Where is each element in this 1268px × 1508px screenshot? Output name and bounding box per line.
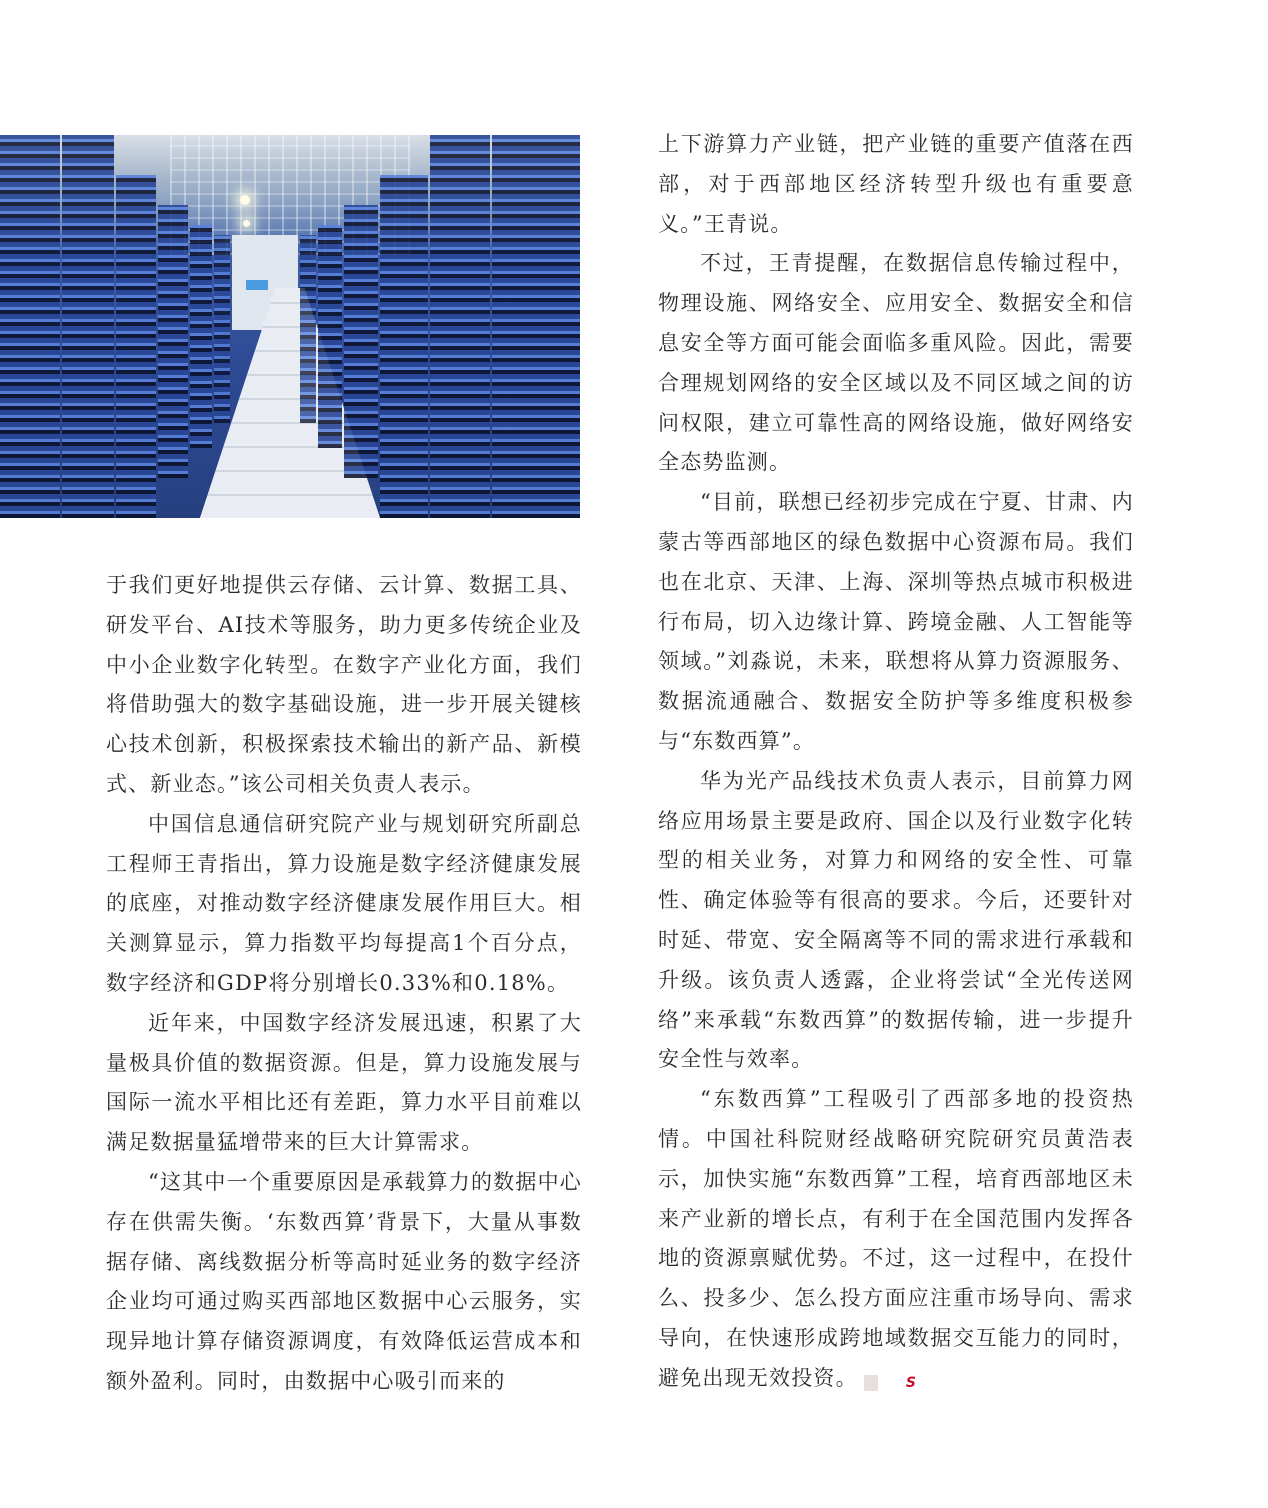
- server-rack: [190, 225, 212, 448]
- data-center-photo: [0, 135, 580, 518]
- photo-ceiling-light: [240, 195, 250, 205]
- photo-exit-sign: [246, 280, 268, 290]
- paragraph: 上下游算力产业链，把产业链的重要产值落在西部，对于西部地区经济转型升级也有重要意义。”王青说。: [658, 132, 1134, 236]
- server-rack: [492, 135, 580, 518]
- left-text-column: [106, 566, 582, 1402]
- server-rack: [214, 235, 230, 423]
- paragraph: “这其中一个重要原因是承载算力的数据中心存在供需失衡。‘东数西算’背景下，大量从事数据存储、离线数据分析等高时延业务的数字经济企业均可通过购买西部地区数据中心云服务，实现异地计算存储资源调度，有效降低运营成本和额外盈利。同时，由数据中心吸引而来的: [106, 1169, 582, 1393]
- right-text-column: [658, 125, 1134, 1399]
- paragraph: “目前，联想已经初步完成在宁夏、甘肃、内蒙古等西部地区的绿色数据中心资源布局。我们也在北京、天津、上海、深圳等热点城市积极进行布局，切入边缘计算、跨境金融、人工智能等领域。”刘淼说，未来，联想将从算力资源服务、数据流通融合、数据安全防护等多维度积极参与“东数西算”。: [658, 490, 1134, 753]
- paragraph: 不过，王青提醒，在数据信息传输过程中，物理设施、网络安全、应用安全、数据安全和信息安全等方面可能会面临多重风险。因此，需要合理规划网络的安全区域以及不同区域之间的访问权限，建立可靠性高的网络设施，做好网络安全态势监测。: [658, 251, 1134, 475]
- paragraph: 近年来，中国数字经济发展迅速，积累了大量极具价值的数据资源。但是，算力设施发展与国际一流水平相比还有差距，算力水平目前难以满足数据量猛增带来的巨大计算需求。: [106, 1010, 582, 1155]
- server-rack: [158, 205, 188, 478]
- server-rack: [116, 175, 156, 518]
- paragraph: 华为光产品线技术负责人表示，目前算力网络应用场景主要是政府、国企以及行业数字化转型的相关业务，对算力和网络的安全性、可靠性、确定体验等有很高的要求。今后，还要针对时延、带宽、安全隔离等不同的需求进行承载和升级。该负责人透露，企业将尝试“全光传送网络”来承载“东数西算”的数据传输，进一步提升安全性与效率。: [658, 768, 1134, 1072]
- server-rack: [62, 135, 114, 518]
- paragraph: 中国信息通信研究院产业与规划研究所副总工程师王青指出，算力设施是数字经济健康发展的底座，对推动数字经济健康发展作用巨大。相关测算显示，算力指数平均每提高1个百分点，数字经济和GDP将分别增长0.33%和0.18%。: [106, 811, 582, 995]
- server-rack: [344, 205, 378, 478]
- last-paragraph: [658, 1080, 1134, 1398]
- server-rack: [380, 175, 428, 518]
- article-end-mark-icon: S: [864, 1375, 878, 1391]
- server-rack: [0, 135, 60, 518]
- server-rack: [300, 235, 316, 423]
- paragraph: 于我们更好地提供云存储、云计算、数据工具、研发平台、AI技术等服务，助力更多传统企业及中小企业数字化转型。在数字产业化方面，我们将借助强大的数字基础设施，进一步开展关键核心技术创新，积极探索技术输出的新产品、新模式、新业态。”该公司相关负责人表示。: [106, 573, 582, 796]
- photo-ceiling-light: [243, 220, 250, 227]
- server-rack: [430, 135, 490, 518]
- server-rack: [318, 225, 342, 448]
- paragraph-text: “东数西算”工程吸引了西部多地的投资热情。中国社科院财经战略研究院研究员黄浩表示，加快实施“东数西算”工程，培育西部地区未来产业新的增长点，有利于在全国范围内发挥各地的资源禀赋优势。不过，这一过程中，在投什么、投多少、怎么投方面应注重市场导向、需求导向，在快速形成跨地域数据交互能力的同时，避免出现无效投资。: [658, 1087, 1134, 1390]
